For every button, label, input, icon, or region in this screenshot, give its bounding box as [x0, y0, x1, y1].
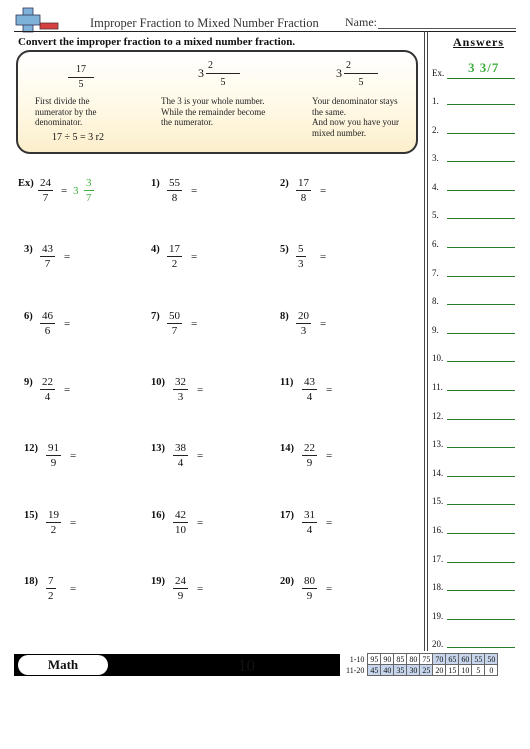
- fraction-numerator: 43: [304, 376, 315, 388]
- fraction-numerator: 17: [76, 64, 86, 75]
- score-table: [344, 653, 498, 676]
- step2-fraction: [206, 60, 240, 89]
- step1-line: numerator by the: [35, 106, 97, 117]
- answer-label: 5.: [432, 210, 439, 221]
- problem-fraction: [40, 376, 55, 403]
- problem-fraction: [167, 310, 182, 337]
- answer-line[interactable]: [447, 304, 515, 305]
- step3-line: the same.: [312, 106, 346, 117]
- score-cell: 55: [472, 654, 485, 665]
- problem-label: 2): [280, 178, 289, 189]
- fraction-bar: [46, 455, 61, 456]
- example-answer-whole: 3: [73, 185, 79, 197]
- fraction-numerator: 17: [169, 243, 180, 255]
- step1-text: [35, 96, 96, 128]
- answer-line[interactable]: [447, 361, 515, 362]
- fraction-bar: [173, 455, 188, 456]
- fraction-denominator: 2: [50, 524, 57, 536]
- answer-label-example: Ex.: [432, 68, 445, 78]
- problem-fraction: [296, 310, 311, 337]
- score-cell: 65: [446, 654, 459, 665]
- fraction-bar: [302, 588, 317, 589]
- answer-label: 12.: [432, 410, 444, 421]
- step1-fraction: [68, 64, 94, 91]
- problem-fraction: [46, 575, 56, 602]
- step3-line: Your denominator stays: [312, 96, 398, 106]
- fraction-denominator: 9: [306, 590, 313, 602]
- problem-label: 11): [280, 377, 294, 388]
- answer-line[interactable]: [447, 218, 515, 219]
- answers-title: Answers: [453, 35, 504, 49]
- fraction-denominator: 7: [44, 258, 51, 270]
- fraction-bar: [40, 389, 55, 390]
- equals-sign: =: [70, 517, 77, 529]
- example-problem-label: Ex): [18, 178, 34, 189]
- fraction-bar: [173, 389, 188, 390]
- fraction-bar: [84, 190, 94, 191]
- fraction-denominator: 9: [50, 457, 57, 469]
- answer-label: 15.: [432, 496, 444, 507]
- problem-fraction: [173, 442, 188, 469]
- equals-sign: =: [191, 185, 198, 197]
- name-field[interactable]: [378, 28, 516, 29]
- equals-sign: =: [326, 384, 333, 396]
- problem-fraction: [296, 243, 306, 270]
- problem-label: 20): [280, 576, 294, 587]
- problem-label: 8): [280, 311, 289, 322]
- problem-fraction: [173, 575, 188, 602]
- answer-label: 10.: [432, 353, 444, 364]
- score-cell: 35: [394, 665, 407, 676]
- fraction-denominator: 4: [177, 457, 184, 469]
- answer-line[interactable]: [447, 276, 515, 277]
- fraction-denominator: 3: [177, 391, 184, 403]
- fraction-bar: [167, 323, 182, 324]
- fraction-numerator: 22: [42, 376, 53, 388]
- answer-line[interactable]: [447, 647, 515, 648]
- problem-label: 17): [280, 510, 294, 521]
- score-cell: 25: [420, 665, 433, 676]
- step1-calculation: 17 ÷ 5 = 3 r2: [52, 132, 104, 143]
- step1-line: First divide the: [35, 96, 90, 106]
- score-cell: 95: [368, 654, 381, 665]
- fraction-numerator: 17: [298, 177, 309, 189]
- problem-label: 3): [24, 244, 33, 255]
- equals-sign: =: [320, 185, 327, 197]
- answer-label: 14.: [432, 467, 444, 478]
- score-cell: 10: [459, 665, 472, 676]
- fraction-denominator: 2: [48, 590, 54, 602]
- fraction-denominator: 8: [300, 192, 307, 204]
- equals-sign: =: [191, 318, 198, 330]
- answer-line[interactable]: [447, 419, 515, 420]
- fraction-bar: [296, 190, 311, 191]
- answer-column-divider: [424, 31, 425, 651]
- fraction-bar: [167, 256, 182, 257]
- score-cell: 45: [368, 665, 381, 676]
- fraction-denominator: 2: [171, 258, 178, 270]
- problem-label: 6): [24, 311, 33, 322]
- step3-whole: 3: [336, 66, 342, 80]
- score-cell: 50: [485, 654, 498, 665]
- problem-fraction: [302, 376, 317, 403]
- fraction-bar: [206, 73, 240, 74]
- equals-sign: =: [64, 251, 71, 263]
- equals-sign: =: [326, 450, 333, 462]
- worksheet-title: Improper Fraction to Mixed Number Fraction: [90, 16, 319, 30]
- fraction-numerator: 2: [208, 60, 213, 71]
- equals-sign: =: [326, 517, 333, 529]
- score-cell: 80: [407, 654, 420, 665]
- answer-label: 11.: [432, 382, 443, 392]
- fraction-bar: [68, 77, 94, 78]
- fraction-denominator: 7: [86, 192, 92, 204]
- answer-line[interactable]: [447, 161, 515, 162]
- problem-fraction: [173, 509, 188, 536]
- fraction-bar: [302, 522, 317, 523]
- step3-fraction: [344, 60, 378, 89]
- step2-whole: 3: [198, 66, 204, 80]
- problem-label: 7): [151, 311, 160, 322]
- problem-label: 18): [24, 576, 38, 587]
- answer-line[interactable]: [447, 619, 515, 620]
- problem-fraction: [302, 575, 317, 602]
- problem-fraction: [40, 243, 55, 270]
- subject-badge: Math: [18, 655, 108, 675]
- fraction-bar: [38, 190, 53, 191]
- problem-fraction: [167, 177, 182, 204]
- example-box: [16, 50, 418, 154]
- problem-label: 16): [151, 510, 165, 521]
- fraction-numerator: 24: [40, 177, 51, 189]
- problem-fraction: [46, 442, 61, 469]
- answer-example-value: 3 3/7: [468, 60, 500, 75]
- fraction-denominator: 10: [175, 524, 186, 536]
- fraction-bar: [173, 588, 188, 589]
- answer-label: 8.: [432, 296, 439, 307]
- problem-label: 15): [24, 510, 38, 521]
- fraction-denominator: 9: [177, 590, 184, 602]
- fraction-numerator: 38: [175, 442, 186, 454]
- plus-minus-logo-icon: [14, 6, 60, 34]
- answer-line[interactable]: [447, 133, 515, 134]
- fraction-denominator: 5: [220, 77, 226, 88]
- fraction-numerator: 55: [169, 177, 180, 189]
- problem-fraction: [302, 509, 317, 536]
- fraction-denominator: 4: [44, 391, 51, 403]
- answer-column-divider-inner: [427, 31, 428, 651]
- answer-label: 17.: [432, 553, 444, 564]
- answer-line[interactable]: [447, 390, 515, 391]
- example-answer-fraction: [84, 177, 94, 204]
- answer-label: 20.: [432, 639, 444, 650]
- fraction-denominator: 6: [44, 325, 51, 337]
- fraction-bar: [302, 455, 317, 456]
- step2-line: The 3 is your whole number.: [161, 96, 265, 106]
- fraction-numerator: 80: [304, 575, 315, 587]
- score-row-label: 11-20: [346, 665, 365, 675]
- problem-fraction: [173, 376, 188, 403]
- header-divider: [14, 31, 516, 32]
- answer-line[interactable]: [447, 447, 515, 448]
- example-problem-fraction: [38, 177, 53, 204]
- equals-sign: =: [320, 251, 327, 263]
- name-label: Name:: [345, 15, 377, 29]
- fraction-numerator: 5: [298, 243, 304, 255]
- answer-label: 18.: [432, 582, 444, 593]
- score-row-label: 1-10: [349, 654, 365, 664]
- equals-sign: =: [191, 251, 198, 263]
- fraction-denominator: 8: [171, 192, 178, 204]
- equals-sign: =: [320, 318, 327, 330]
- fraction-denominator: 5: [78, 79, 84, 90]
- problem-fraction: [40, 310, 55, 337]
- fraction-bar: [296, 256, 306, 257]
- fraction-bar: [46, 522, 61, 523]
- score-cell: 40: [381, 665, 394, 676]
- fraction-denominator: 7: [171, 325, 178, 337]
- fraction-numerator: 32: [175, 376, 186, 388]
- equals-sign: =: [326, 583, 333, 595]
- answer-label: 3.: [432, 153, 439, 164]
- equals-sign: =: [197, 450, 204, 462]
- answer-label: 4.: [432, 181, 439, 192]
- score-cell: 60: [459, 654, 472, 665]
- problem-fraction: [296, 177, 311, 204]
- problem-label: 19): [151, 576, 165, 587]
- problem-label: 14): [280, 443, 294, 454]
- score-cell: 70: [433, 654, 446, 665]
- fraction-bar: [344, 73, 378, 74]
- problem-label: 1): [151, 178, 160, 189]
- answer-line[interactable]: [447, 504, 515, 505]
- fraction-bar: [173, 522, 188, 523]
- answer-line[interactable]: [447, 104, 515, 105]
- answer-label: 1.: [432, 96, 439, 106]
- fraction-bar: [167, 190, 182, 191]
- fraction-denominator: 4: [306, 524, 313, 536]
- answer-label: 2.: [432, 124, 439, 135]
- equals-sign: =: [70, 583, 77, 595]
- fraction-numerator: 19: [48, 509, 59, 521]
- problem-label: 4): [151, 244, 160, 255]
- score-cell: 90: [381, 654, 394, 665]
- answer-label: 6.: [432, 239, 439, 249]
- problem-label: 10): [151, 377, 165, 388]
- fraction-bar: [40, 256, 55, 257]
- fraction-bar: [46, 588, 56, 589]
- problem-label: 12): [24, 443, 38, 454]
- fraction-bar: [40, 323, 55, 324]
- answer-line[interactable]: [447, 190, 515, 191]
- answer-label: 13.: [432, 439, 444, 450]
- fraction-denominator: 3: [300, 325, 307, 337]
- score-cell: 30: [407, 665, 420, 676]
- problem-label: 9): [24, 377, 33, 388]
- problem-label: 13): [151, 443, 165, 454]
- answer-label: 7.: [432, 267, 439, 278]
- problem-fraction: [302, 442, 317, 469]
- answer-line[interactable]: [447, 590, 515, 591]
- fraction-numerator: 20: [298, 310, 309, 322]
- step2-line: While the remainder become: [161, 106, 266, 117]
- step3-line: And now you have your: [312, 117, 399, 127]
- equals-sign: =: [70, 450, 77, 462]
- score-cell: 5: [472, 665, 485, 676]
- step3-text: [312, 96, 399, 138]
- fraction-numerator: 22: [304, 442, 315, 454]
- score-cell: 15: [446, 665, 459, 676]
- fraction-denominator: 9: [306, 457, 313, 469]
- score-cell: 75: [420, 654, 433, 665]
- fraction-denominator: 5: [358, 77, 364, 88]
- score-cell: 0: [485, 665, 498, 676]
- step2-text: [161, 96, 265, 128]
- answer-line[interactable]: [447, 476, 515, 477]
- answer-line[interactable]: [447, 247, 515, 248]
- problem-fraction: [167, 243, 182, 270]
- fraction-numerator: 31: [304, 509, 315, 521]
- answer-line[interactable]: [447, 333, 515, 334]
- equals-sign: =: [61, 185, 68, 197]
- equals-sign: =: [197, 583, 204, 595]
- equals-sign: =: [197, 384, 204, 396]
- score-cell: 20: [433, 665, 446, 676]
- fraction-bar: [296, 323, 311, 324]
- fraction-denominator: 4: [306, 391, 313, 403]
- step2-line: the numerator.: [161, 117, 213, 127]
- fraction-numerator: 43: [42, 243, 53, 255]
- score-cell: 85: [394, 654, 407, 665]
- instructions: Convert the improper fraction to a mixed number fraction.: [18, 36, 296, 48]
- answer-line[interactable]: [447, 562, 515, 563]
- answer-label: 19.: [432, 610, 444, 621]
- score-row: [344, 665, 498, 676]
- fraction-denominator: 3: [298, 258, 304, 270]
- answer-label: 16.: [432, 525, 444, 535]
- answer-label: 9.: [432, 324, 439, 335]
- fraction-numerator: 3: [86, 177, 92, 189]
- score-row: [344, 654, 498, 665]
- fraction-numerator: 50: [169, 310, 180, 322]
- fraction-numerator: 42: [175, 509, 186, 521]
- equals-sign: =: [64, 318, 71, 330]
- problem-fraction: [46, 509, 61, 536]
- answer-line-example: [447, 78, 515, 79]
- fraction-numerator: 7: [48, 575, 54, 587]
- step3-line: mixed number.: [312, 127, 366, 138]
- fraction-denominator: 7: [42, 192, 49, 204]
- fraction-bar: [302, 389, 317, 390]
- fraction-numerator: 2: [346, 60, 351, 71]
- equals-sign: =: [64, 384, 71, 396]
- equals-sign: =: [197, 517, 204, 529]
- page-number: 10: [238, 656, 255, 675]
- fraction-numerator: 46: [42, 310, 53, 322]
- fraction-numerator: 24: [175, 575, 186, 587]
- step1-line: denominator.: [35, 117, 83, 127]
- fraction-numerator: 91: [48, 442, 59, 454]
- problem-label: 5): [280, 244, 289, 255]
- answer-line[interactable]: [447, 533, 515, 534]
